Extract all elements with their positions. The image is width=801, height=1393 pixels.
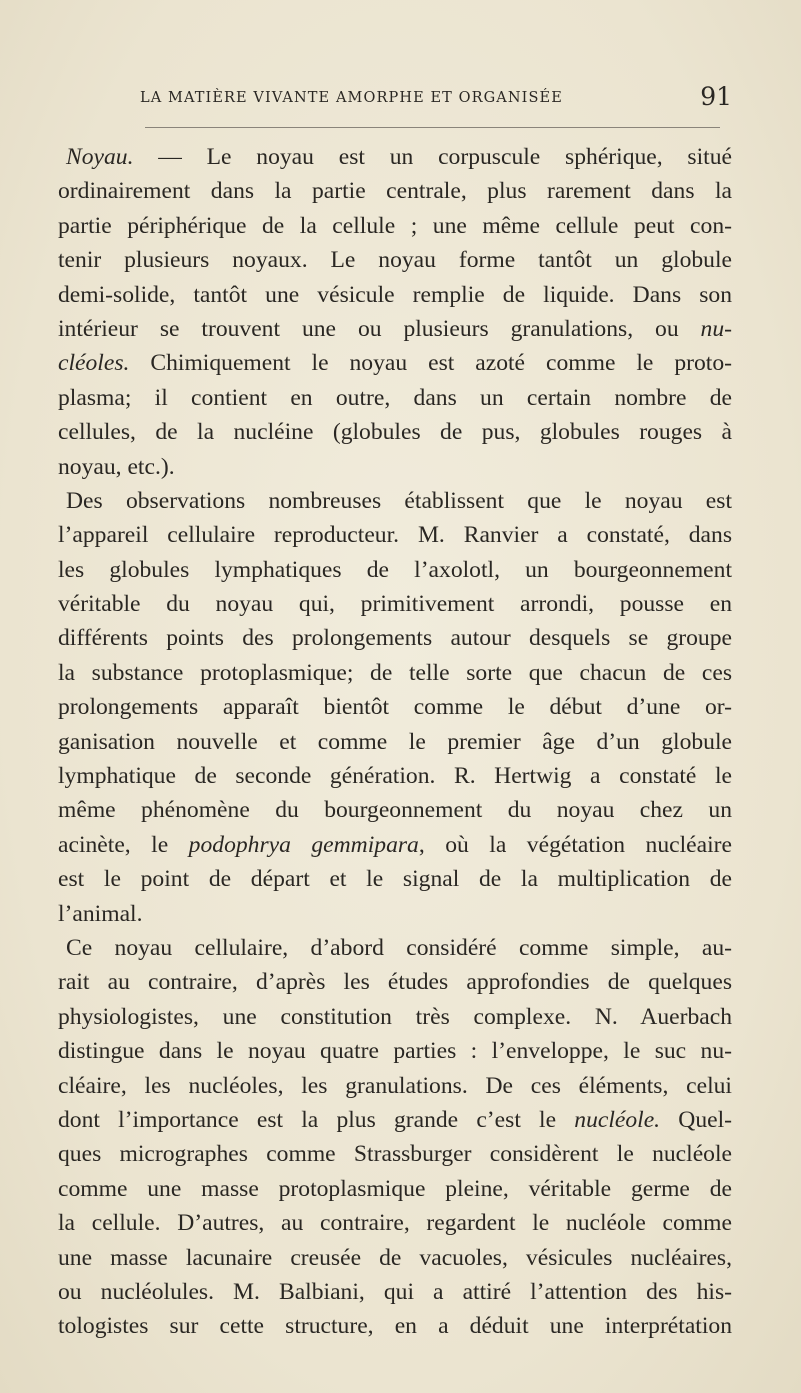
- text-run: tologistes sur cette structure, en a déduit une interprétation: [58, 1313, 732, 1340]
- italic-run: nu-: [700, 315, 732, 342]
- text-line: [58, 415, 732, 449]
- italic-run: Noyau.: [66, 144, 134, 170]
- text-line: [58, 621, 732, 655]
- text-line: [58, 450, 732, 484]
- text-run: tenir plusieurs noyaux. Le noyau forme tantôt un globule: [58, 247, 732, 274]
- text-run: Ce noyau cellulaire, d’abord considéré comme simple, au-: [66, 934, 732, 961]
- text-line: [58, 1034, 732, 1068]
- text-line: [58, 243, 732, 277]
- text-line: [58, 690, 732, 724]
- text-line: [58, 1000, 732, 1034]
- text-line: [58, 897, 732, 931]
- text-line: [58, 381, 732, 415]
- text-run: cellules, de la nucléine (globules de pus, globules rouges à: [58, 419, 732, 446]
- text-run: lymphatique de seconde génération. R. Hertwig a constaté le: [58, 763, 732, 790]
- text-line: [58, 1172, 732, 1206]
- text-line: [58, 965, 732, 999]
- text-run: comme une masse protoplasmique pleine, véritable germe de: [58, 1175, 732, 1202]
- text-run: ques micrographes comme Strassburger considèrent le nucléole: [58, 1141, 732, 1168]
- text-run: distingue dans le noyau quatre parties : l’enveloppe, le suc nu-: [58, 1038, 732, 1065]
- text-run: — Le noyau est un corpuscule sphérique, situé: [133, 144, 732, 170]
- text-line: [58, 725, 732, 759]
- text-run: différents points des prolongements autour desquels se groupe: [58, 625, 732, 652]
- text-line: [58, 346, 732, 380]
- text-line: [58, 1069, 732, 1103]
- text-line: [58, 862, 732, 896]
- text-line: [58, 1206, 732, 1240]
- text-line: [58, 484, 732, 518]
- text-line: [58, 174, 732, 208]
- text-line: [58, 553, 732, 587]
- text-run: la substance protoplasmique; de telle sorte que chacun de ces: [58, 659, 732, 686]
- text-line: [58, 278, 732, 312]
- text-run: ordinairement dans la partie centrale, plus rarement dans la: [58, 178, 732, 205]
- text-run: une masse lacunaire creusée de vacuoles, vésicules nucléaires,: [58, 1244, 732, 1271]
- text-run: ganisation nouvelle et comme le premier âge d’un globule: [58, 728, 732, 755]
- text-run: cléaire, les nucléoles, les granulations. De ces éléments, celui: [58, 1072, 732, 1099]
- text-line: [58, 1103, 732, 1137]
- text-run: Chimiquement le noyau est azoté comme le proto-: [129, 350, 732, 377]
- text-run: rait au contraire, d’après les études approfondies de quelques: [58, 969, 732, 996]
- page-header: [60, 74, 732, 114]
- text-run: Des observations nombreuses établissent que le noyau est: [66, 487, 732, 514]
- text-line: [58, 1137, 732, 1171]
- text-run: les globules lymphatiques de l’axolotl, un bourgeonnement: [58, 556, 732, 583]
- text-line: [58, 587, 732, 621]
- text-run: véritable du noyau qui, primitivement arrondi, pousse en: [58, 591, 732, 618]
- header-rule: [145, 127, 720, 128]
- running-title: LA MATIÈRE VIVANTE AMORPHE ET ORGANISÉE: [140, 90, 563, 106]
- text-run: l’appareil cellulaire reproducteur. M. Ranvier a constaté, dans: [58, 522, 732, 549]
- text-run: prolongements apparaît bientôt comme le début d’une or-: [58, 694, 732, 721]
- text-run: même phénomène du bourgeonnement du noyau chez un: [58, 797, 732, 824]
- text-run: l’animal.: [58, 900, 143, 927]
- text-line: [58, 312, 732, 346]
- text-line: [58, 209, 732, 243]
- text-run: noyau, etc.).: [58, 453, 175, 480]
- text-run: partie périphérique de la cellule ; une même cellule peut con-: [58, 212, 732, 239]
- text-line: [58, 1241, 732, 1275]
- text-run: dont l’importance est la plus grande c’est le: [58, 1106, 575, 1133]
- text-line: [58, 828, 732, 862]
- text-line: [58, 1275, 732, 1309]
- text-run: plasma; il contient en outre, dans un certain nombre de: [58, 384, 732, 411]
- italic-run: nucléole.: [574, 1106, 661, 1133]
- text-run: intérieur se trouvent une ou plusieurs granulations, ou: [58, 315, 701, 342]
- text-line: [58, 518, 732, 552]
- text-line: [58, 1309, 732, 1343]
- text-run: ou nucléolules. M. Balbiani, qui a attiré l’attention des his-: [58, 1278, 732, 1305]
- text-line: [58, 656, 732, 690]
- text-run: demi-solide, tantôt une vésicule remplie de liquide. Dans son: [58, 281, 732, 308]
- text-run: , où la végétation nucléaire: [418, 831, 732, 858]
- text-run: physiologistes, une constitution très complexe. N. Auerbach: [58, 1003, 732, 1030]
- text-line: [58, 793, 732, 827]
- page-number: 91: [700, 82, 732, 111]
- body-text: [58, 140, 732, 1344]
- text-line: [58, 759, 732, 793]
- text-run: Quel-: [660, 1106, 732, 1133]
- italic-run: podophrya gemmipara: [188, 831, 419, 858]
- text-run: la cellule. D’autres, au contraire, regardent le nucléole comme: [58, 1210, 732, 1237]
- text-run: acinète, le: [58, 831, 189, 858]
- text-run: est le point de départ et le signal de la multiplication de: [58, 866, 732, 893]
- text-line: [58, 140, 732, 174]
- italic-run: cléoles.: [58, 350, 130, 377]
- text-line: [58, 931, 732, 965]
